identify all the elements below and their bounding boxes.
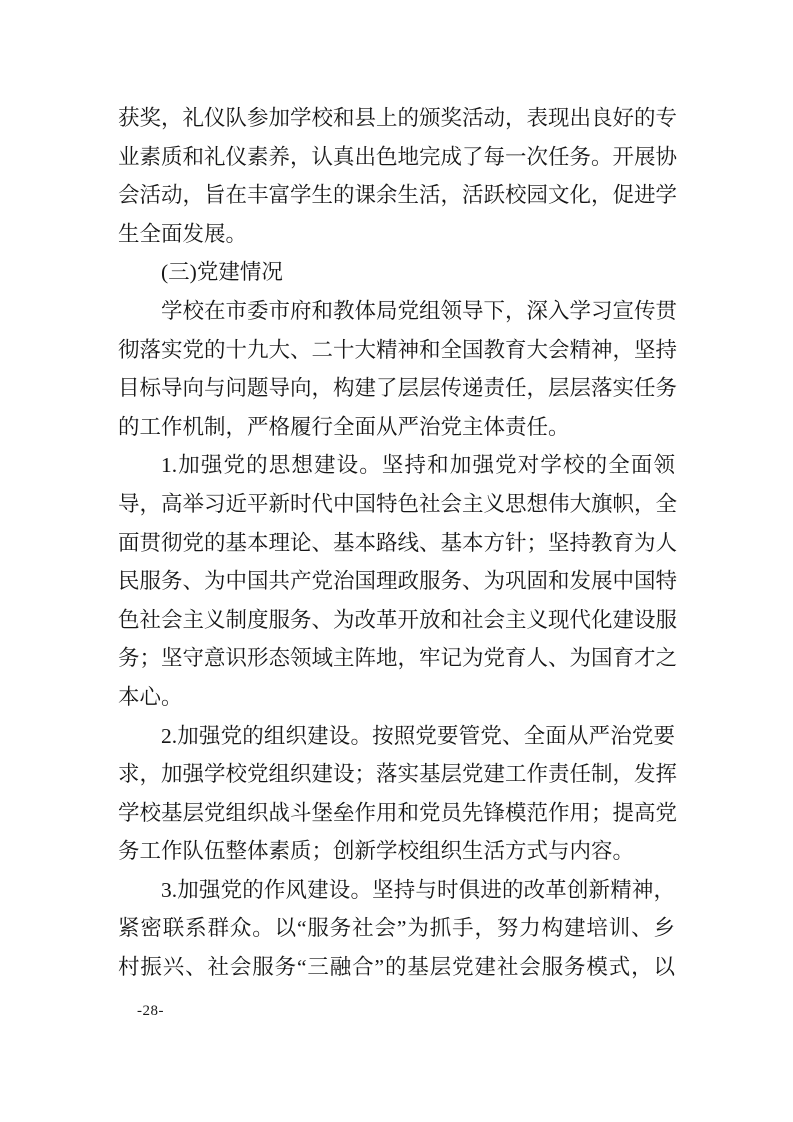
text-line: 2.加强党的组织建设。按照党要管党、全面从严治党要: [161, 723, 675, 748]
text-line: 紧密联系群众。以“服务社会”为抓手，努力构建培训、乡: [118, 916, 675, 941]
text-line: 业素质和礼仪素养，认真出色地完成了每一次任务。开展协: [118, 144, 678, 169]
text-line: 民服务、为中国共产党治国理政服务、为巩固和发展中国特: [118, 569, 678, 594]
text-line: 导，高举习近平新时代中国特色社会主义思想伟大旗帜，全: [118, 491, 678, 516]
section-heading-party-building: [118, 253, 675, 292]
text-line: 色社会主义制度服务、为改革开放和社会主义现代化建设服: [118, 607, 678, 632]
text-line: 获奖，礼仪队参加学校和县上的颁奖活动，表现出良好的专: [118, 106, 678, 130]
text-line: 面贯彻党的基本理论、基本路线、基本方针；坚持教育为人: [118, 530, 678, 555]
text-line: 学校在市委市府和教体局党组领导下，深入学习宣传贯: [161, 298, 678, 323]
text-line: 村振兴、社会服务“三融合”的基层党建社会服务模式，以: [118, 955, 675, 980]
paragraph-item-3-work-style: [118, 871, 675, 987]
section-heading-line: (三)党建情况: [161, 260, 283, 285]
text-line: 目标导向与问题导向，构建了层层传递责任，层层落实任务: [118, 376, 678, 401]
page-number: -28-: [137, 1003, 164, 1019]
text-line: 务；坚守意识形态领域主阵地，牢记为党育人、为国育才之: [118, 646, 678, 671]
text-line: 3.加强党的作风建设。坚持与时俱进的改革创新精神，: [161, 877, 675, 902]
paragraph-item-1-ideological: [118, 446, 678, 716]
text-line: 的工作机制，严格履行全面从严治党主体责任。: [118, 414, 570, 439]
text-line: 求，加强学校党组织建设；落实基层党建工作责任制，发挥: [118, 762, 678, 787]
text-line: 彻落实党的十九大、二十大精神和全国教育大会精神，坚持: [118, 337, 678, 362]
paragraph-club-activities: [118, 99, 678, 253]
text-line: 本心。: [118, 684, 183, 709]
text-line: 1.加强党的思想建设。坚持和加强党对学校的全面领: [161, 453, 675, 478]
text-line: 生全面发展。: [118, 221, 248, 246]
text-line: 会活动，旨在丰富学生的课余生活，活跃校园文化，促进学: [118, 183, 678, 208]
paragraph-party-leadership-intro: [118, 292, 678, 446]
text-line: 务工作队伍整体素质；创新学校组织生活方式与内容。: [118, 839, 635, 864]
paragraph-item-2-organizational: [118, 717, 678, 871]
document-body-text: [118, 99, 678, 987]
text-line: 学校基层党组织战斗堡垒作用和党员先锋模范作用；提高党: [118, 800, 678, 825]
